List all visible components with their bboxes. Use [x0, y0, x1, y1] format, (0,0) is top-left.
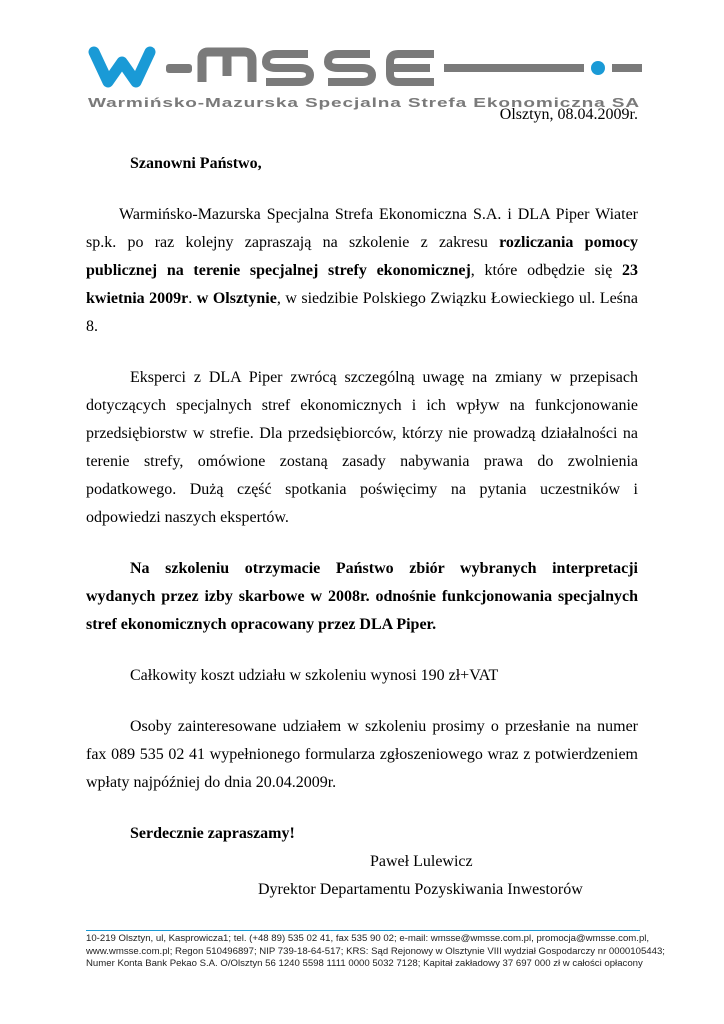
- logo-dash: [166, 64, 192, 73]
- invitation-text-1: Warmińsko-Mazurska Specjalna Strefa Ekonomiczna S.A. i DLA Piper Wiater sp.k. po raz kolejny zapraszają na szkolenie z zakresu: [86, 206, 638, 251]
- paragraph-invitation: [86, 201, 638, 341]
- footer: [86, 933, 665, 971]
- paragraph-materials: Na szkoleniu otrzymacie Państwo zbiór wybranych interpretacji wydanych przez izby skarbowe w 2008r. odnośnie funkcjonowania specjalnych stref ekonomicznych opracowany przez DLA Piper.: [86, 560, 638, 633]
- logo-long-line: [444, 64, 584, 72]
- company-logo: [86, 44, 642, 114]
- date-line: Olsztyn, 08.04.2009r.: [499, 106, 638, 123]
- logo-m-letter: [202, 52, 252, 82]
- invitation-text-4: , w siedzibie Polskiego Związku Łowieckiego ul. Leśna 8.: [86, 290, 639, 335]
- invitation-text-2: , które odbędzie się: [470, 262, 623, 279]
- invitation-date: 23 kwietnia 2009r: [86, 262, 639, 307]
- invitation-city: w Olsztynie: [196, 290, 277, 307]
- logo-e-letter: [390, 54, 434, 82]
- footer-line-registry: www.wmsse.com.pl; Regon 510496897; NIP 739-18-64-517; KRS: Sąd Rejonowy w Olsztynie VIII wydział Gospodarczy nr 0000105443;: [86, 945, 665, 957]
- paragraph-experts: Eksperci z DLA Piper zwrócą szczególną uwagę na zmiany w przepisach dotyczących specjalnych stref ekonomicznych i ich wpływ na funkcjonowanie przedsiębiorstw w strefie. Dla przedsiębiorców, którzy nie prowadzą działalności na terenie strefy, omówione zostaną zasady nabywania prawa do zwolnienia podatkowego. Dużą część spotkania poświęcimy na pytania uczestników i odpowiedzi naszych ekspertów.: [86, 369, 638, 526]
- logo-w-letter: [94, 52, 150, 82]
- closing-phrase: Serdecznie zapraszamy!: [130, 825, 295, 842]
- footer-line-address: 10-219 Olsztyn, ul, Kasprowicza1; tel. (+48 89) 535 02 41, fax 535 90 02; e-mail: wmsse@wmsse.com.pl, promocja@wmsse.com.pl,: [86, 933, 650, 944]
- salutation: Szanowni Państwo,: [130, 155, 262, 172]
- logo-subtitle: Warmińsko-Mazurska Specjalna Strefa Ekonomiczna SA: [88, 95, 641, 110]
- logo-end-dash: [612, 64, 642, 72]
- footer-divider: [86, 930, 640, 931]
- logo-s-letter-1: [266, 54, 310, 82]
- signature-name: Paweł Lulewicz: [370, 853, 473, 870]
- wmsse-logo-graphic: [86, 44, 642, 114]
- logo-s-letter-2: [328, 54, 372, 82]
- footer-line-bank: Numer Konta Bank Pekao S.A. O/Olsztyn 56 1240 5598 1111 0000 5032 7128; Kapitał zakładowy 37 697 000 zł w całości opłacony: [86, 958, 643, 969]
- invitation-text-3: .: [188, 290, 197, 307]
- invitation-topic: rozliczania pomocy publicznej na terenie specjalnej strefy ekonomicznej: [86, 234, 639, 279]
- logo-dot: [591, 61, 605, 75]
- letter-body: [86, 150, 638, 904]
- paragraph-registration: Osoby zainteresowane udziałem w szkoleniu prosimy o przesłanie na numer fax 089 535 02 41 wypełnionego formularza zgłoszeniowego wraz z potwierdzeniem wpłaty najpóźniej do dnia 20.04.2009r.: [86, 718, 638, 791]
- signature-title: Dyrektor Departamentu Pozyskiwania Inwestorów: [258, 881, 583, 898]
- paragraph-cost: Całkowity koszt udziału w szkoleniu wynosi 190 zł+VAT: [130, 667, 499, 684]
